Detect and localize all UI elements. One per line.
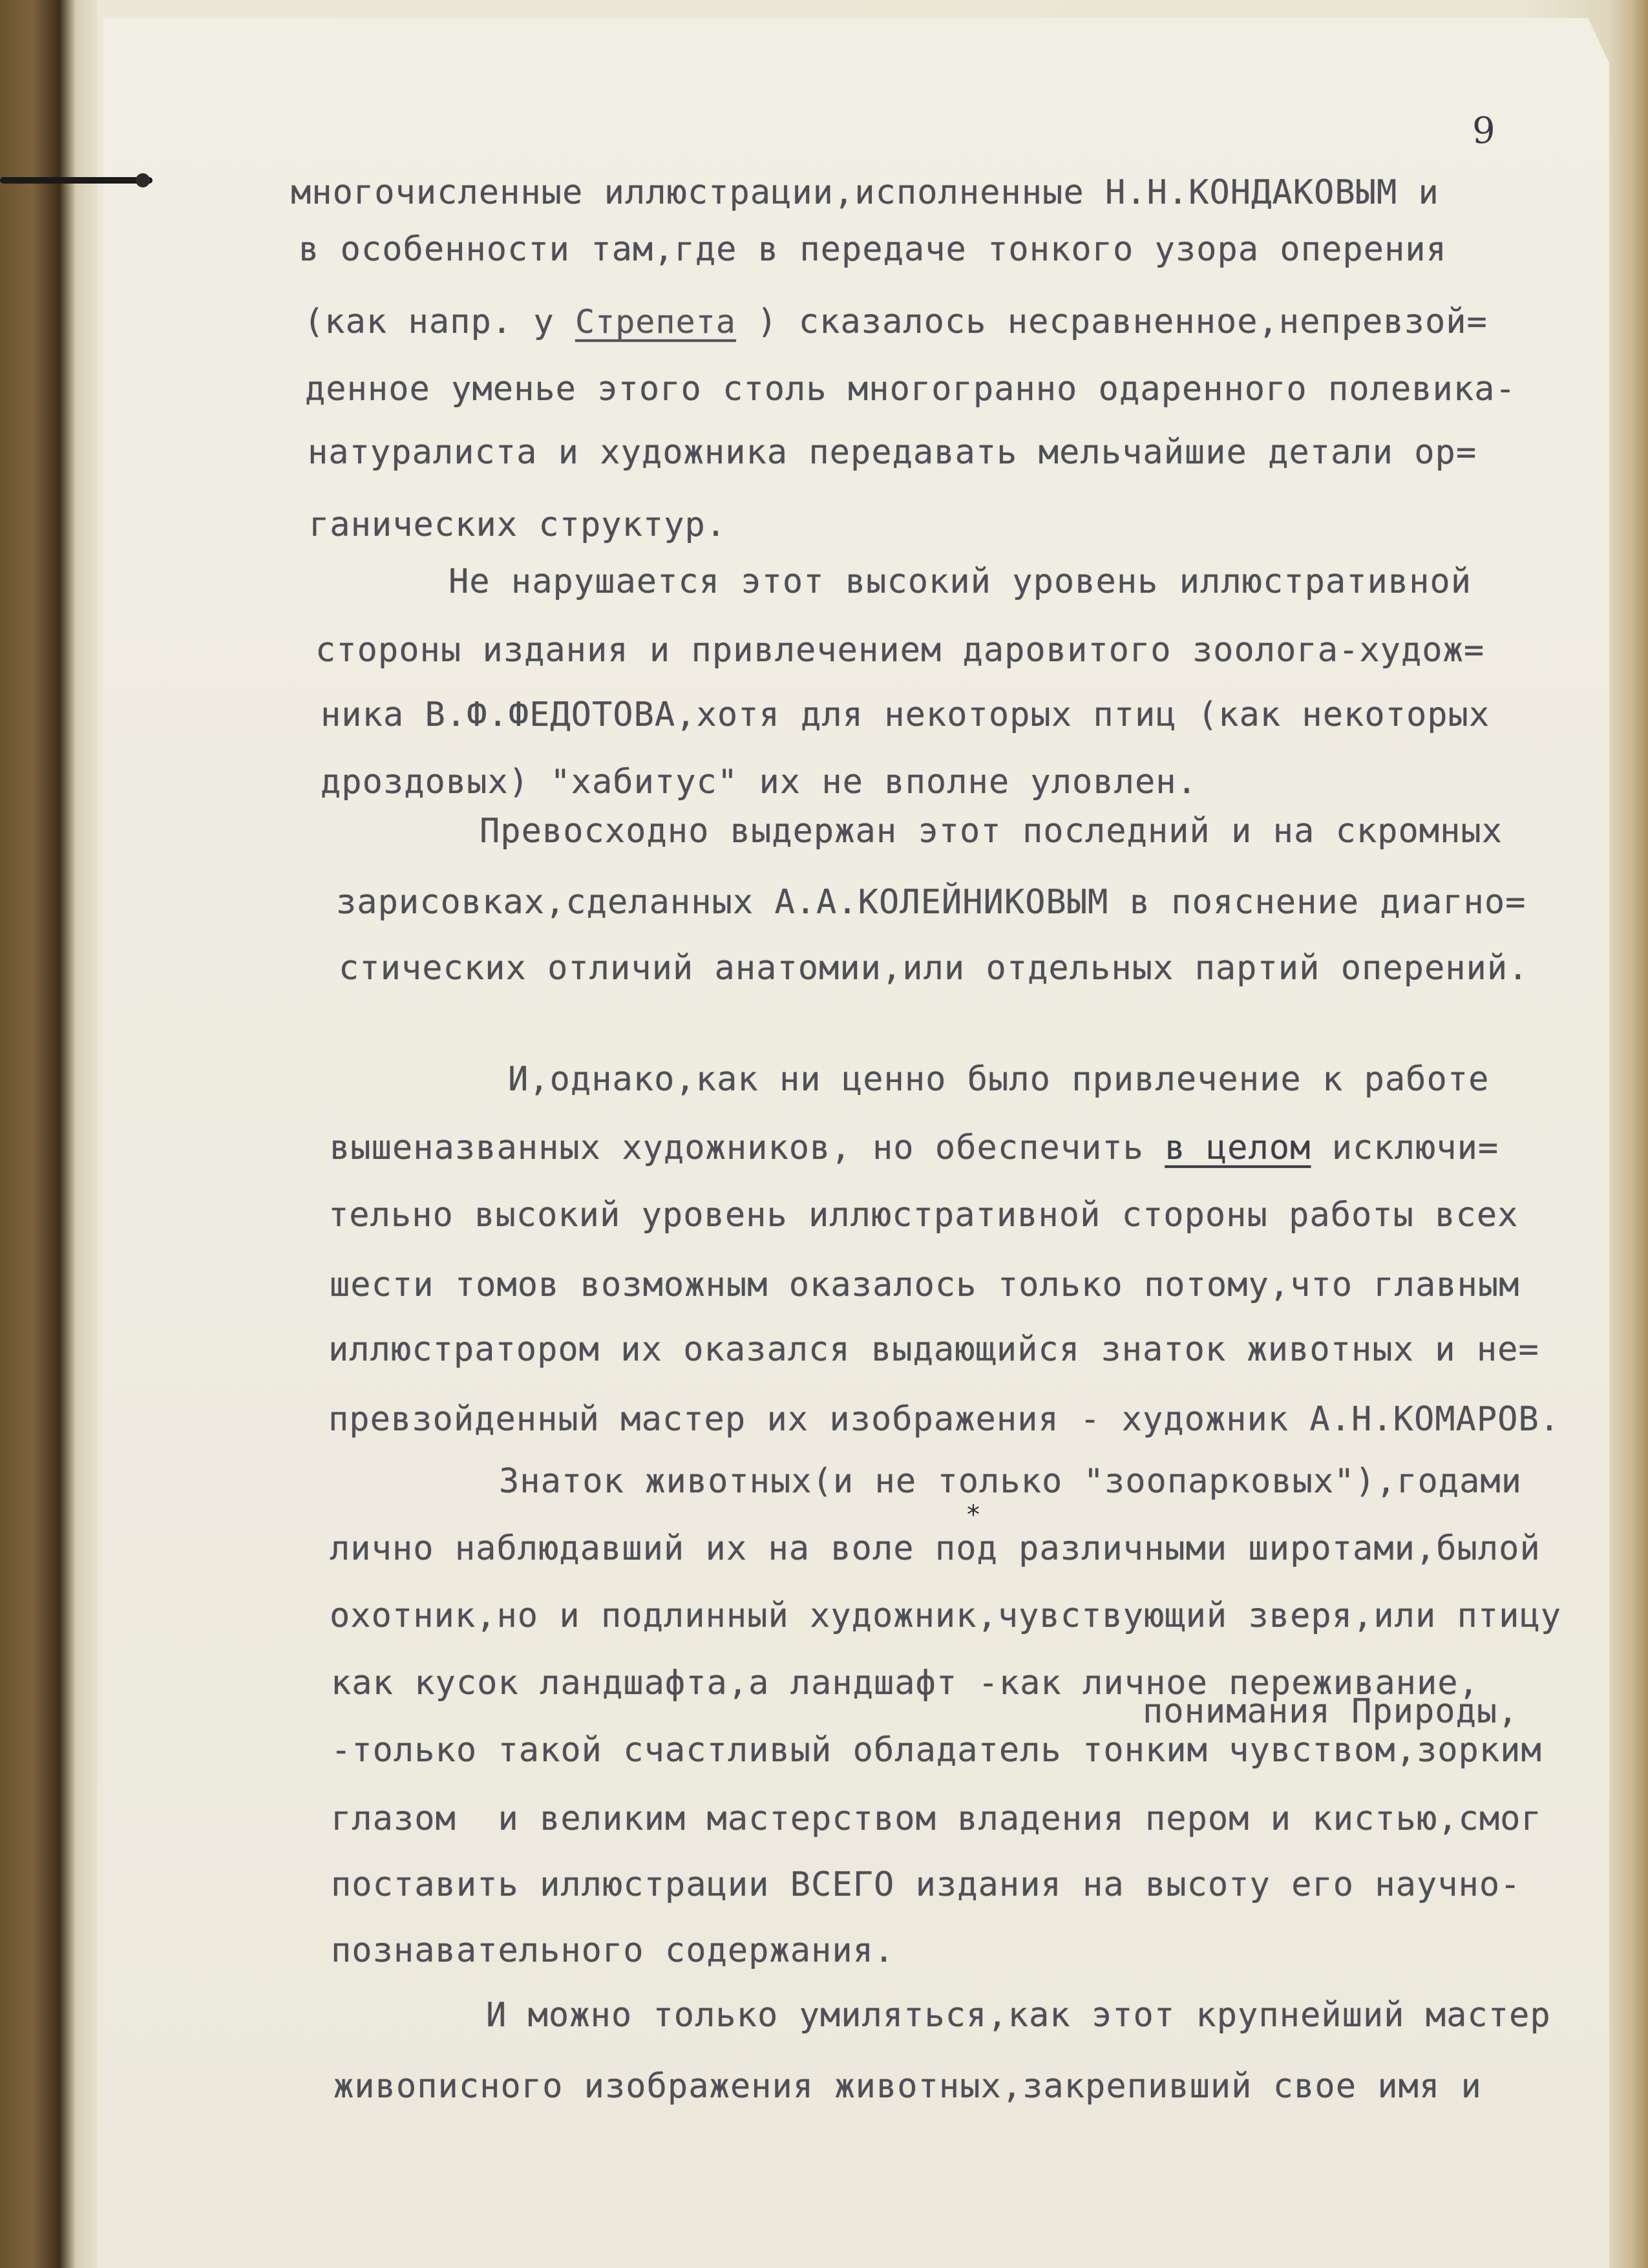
text-line-2: в особенности там,где в передаче тонкого узора оперения <box>299 230 1447 269</box>
text-line-24: -только такой счастливый обладатель тонким чувством,зорким <box>331 1731 1542 1770</box>
text-line-11: Превосходно выдержан этот последний и на скромных <box>480 812 1503 851</box>
text-line-17: шести томов возможным оказалось только потому,что главным <box>330 1266 1520 1304</box>
underlined-phrase-v-tselom: в целом <box>1165 1129 1311 1167</box>
page-number: 9 <box>1472 110 1495 152</box>
text-line-26: поставить иллюстрации ВСЕГО издания на высоту его научно- <box>331 1865 1521 1904</box>
underlined-word-strepeta: Стрепета <box>575 303 736 341</box>
text-line-3-end: ) сказалось несравненное,непревзой= <box>735 302 1488 341</box>
binding-strip <box>0 0 97 2268</box>
text-line-12: зарисовках,сделанных А.А.КОЛЕЙНИКОВЫМ в пояснение диагно= <box>336 883 1527 922</box>
text-line-9: ника В.Ф.ФЕДОТОВА,хотя для некоторых птиц (как некоторых <box>321 695 1490 734</box>
page-edge <box>1609 0 1648 2268</box>
text-line-22: охотник,но и подлинный художник,чувствующий зверя,или птицу <box>330 1596 1562 1635</box>
text-line-21: лично наблюдавший их на воле под различными широтами,былой <box>330 1529 1541 1568</box>
binding-thread <box>0 177 153 184</box>
text-line-25: глазом и великим мастерством владения пером и кистью,смог <box>331 1799 1542 1838</box>
text-line-5: натуралиста и художника передавать мельчайшие детали ор= <box>308 433 1477 472</box>
ink-smudge-mark: * <box>967 1500 980 1530</box>
text-line-10: дроздовых) "хабитус" их не вполне уловлен. <box>321 763 1198 801</box>
text-line-23: как кусок ландшафта,а ландшафт -как личное переживание, <box>331 1664 1479 1702</box>
text-line-7: Не нарушается этот высокий уровень иллюстративной <box>449 562 1472 601</box>
text-line-28: И можно только умиляться,как этот крупнейший мастер <box>486 1996 1551 2035</box>
text-line-14: И,однако,как ни ценно было привлечение к работе <box>508 1060 1490 1099</box>
text-line-8: стороны издания и привлечением даровитого зоолога-худож= <box>315 631 1485 670</box>
text-line-13: стических отличий анатомии,или отдельных партий оперений. <box>339 949 1529 988</box>
text-line-27: познавательного содержания. <box>331 1931 895 1970</box>
binding-hole <box>136 173 150 187</box>
text-line-29: живописного изображения животных,закрепивший свое имя и <box>333 2067 1482 2106</box>
text-line-18: иллюстратором их оказался выдающийся знаток животных и не= <box>328 1330 1539 1369</box>
text-line-4: денное уменье этого столь многогранно одаренного полевика- <box>305 370 1516 408</box>
text-line-15-end: исключи= <box>1311 1129 1499 1167</box>
text-line-19: превзойденный мастер их изображения - художник А.Н.КОМАРОВ. <box>328 1400 1561 1439</box>
text-line-1: многочисленные иллюстрации,исполненные Н.Н.КОНДАКОВЫМ и <box>291 173 1439 212</box>
text-line-16: тельно высокий уровень иллюстративной стороны работы всех <box>328 1196 1519 1235</box>
text-line-3 <box>304 302 1488 341</box>
text-line-6: ганических структур. <box>309 505 727 544</box>
text-line-15-start: вышеназванных художников, но обеспечить <box>330 1129 1165 1167</box>
inserted-line-ponimaniya: понимания Природы, <box>1143 1692 1519 1731</box>
text-line-20: Знаток животных(и не только "зоопарковых"),годами <box>499 1462 1523 1501</box>
text-line-3-start: (как напр. у <box>304 302 575 341</box>
text-line-15 <box>330 1129 1499 1167</box>
